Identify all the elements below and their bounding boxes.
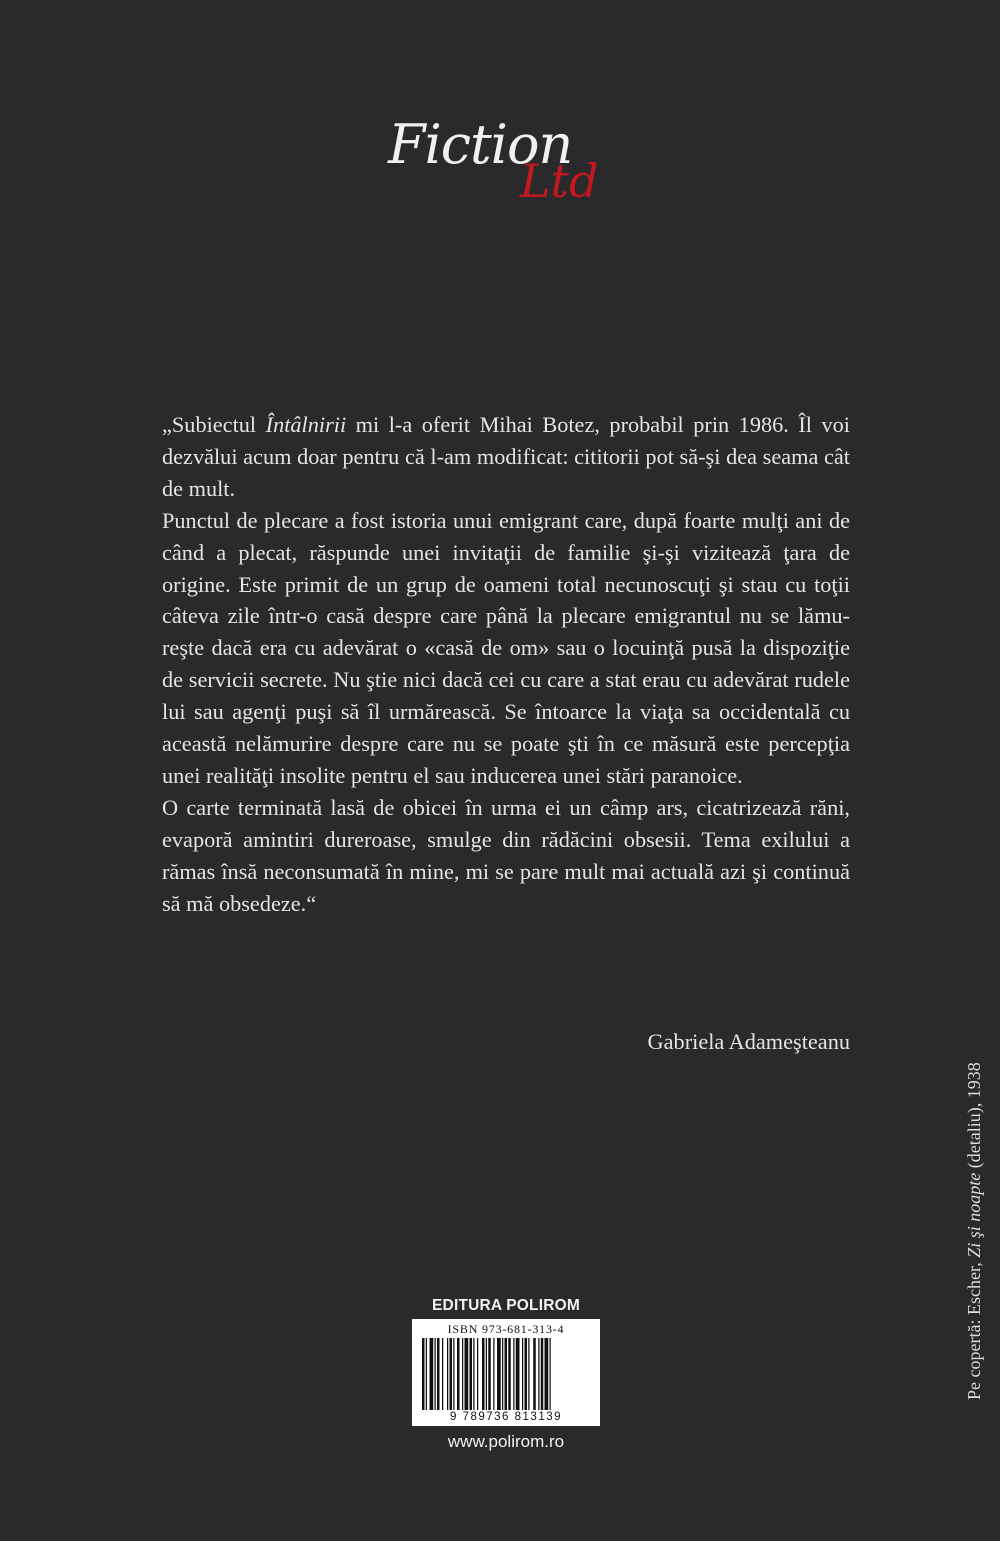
blurb-book-title: Întâlnirii <box>265 412 347 437</box>
barcode-stripe <box>502 1338 503 1410</box>
barcode-block <box>412 1297 600 1452</box>
barcode-stripe <box>525 1338 528 1410</box>
barcode-stripe <box>457 1338 460 1410</box>
barcode-stripe <box>473 1338 474 1410</box>
publisher-name: EDITURA POLIROM <box>432 1297 580 1314</box>
logo-ltd-word: Ltd <box>520 154 599 208</box>
fiction-ltd-logo <box>388 113 648 218</box>
barcode-stripe <box>488 1338 491 1410</box>
blurb-paragraph-2: Punctul de plecare a fost istoria unui emigrant care, după foarte mulţi ani de când a plecat, răspunde unei invitaţii de familie şi-şi vizitează ţara de origine. Este primit de un grup de oameni total necunoscuţi şi stau cu toţii câteva zile într-o casă despre care până la plecare emigrantul nu se lămu-reşte dacă era cu adevărat o «casă de om» sau o locuinţă pusă la dispoziţie de servicii secrete. Nu ştie nici dacă cei cu care a stat erau cu adevărat rudele lui sau agenţi puşi să îl urmărească. Se întoarce la viaţa sa occidentală cu această nelămurire despre care nu se poate şti în ce măsură este percepţia unei realităţi insolite pentru el sau inducerea unei stări paranoice. <box>162 507 850 788</box>
barcode-bars <box>418 1338 594 1410</box>
barcode-stripe <box>426 1338 427 1410</box>
isbn-label: ISBN 973-681-313-4 <box>447 1322 565 1336</box>
blurb-paragraph-1 <box>162 409 850 505</box>
barcode-stripe <box>477 1338 478 1410</box>
barcode-stripe <box>516 1338 520 1410</box>
barcode-stripe <box>450 1338 453 1410</box>
back-cover-blurb <box>162 409 850 920</box>
barcode-stripe <box>442 1338 443 1410</box>
blurb-paragraph-3: O carte terminată lasă de obicei în urma ei un câmp ars, cicatrizează răni, evaporă amintiri dureroase, smulge din rădăcini obsesii. Tema exilului a rămas însă neconsumată în mine, mi se pare mult mai actuală azi şi continuă să mă obsedeze.“ <box>162 794 850 916</box>
ean-number: 9 789736 813139 <box>449 1411 563 1423</box>
barcode-stripe <box>505 1338 508 1410</box>
barcode-stripe <box>422 1338 425 1410</box>
credit-suffix: (detaliu), 1938 <box>964 1062 984 1173</box>
barcode-stripe <box>513 1338 514 1410</box>
barcode-stripe <box>538 1338 539 1410</box>
barcode-stripe <box>453 1338 454 1410</box>
barcode-stripe <box>508 1338 511 1410</box>
barcode-stripe <box>522 1338 523 1410</box>
barcode-stripe <box>541 1338 544 1410</box>
barcode-stripe <box>486 1338 487 1410</box>
blurb-p1-start: „Subiectul <box>162 412 266 437</box>
barcode-stripe <box>493 1338 494 1410</box>
barcode-stripe <box>437 1338 440 1410</box>
barcode-stripe <box>528 1338 529 1410</box>
barcode-stripe <box>545 1338 549 1410</box>
barcode-stripe <box>533 1338 536 1410</box>
blurb-p1-end: mi l-a oferit Mihai Botez, probabil prin 1986. Îl voi dezvălui acum doar pentru că l-am modificat: cititorii pot să-şi dea seama cât de mult. <box>162 412 850 501</box>
barcode-panel <box>412 1319 600 1426</box>
barcode-stripe <box>465 1338 469 1410</box>
barcode-stripe <box>497 1338 501 1410</box>
logo-fiction-word: Fiction <box>388 113 573 176</box>
author-signature: Gabriela Adameşteanu <box>647 1029 850 1054</box>
publisher-website: www.polirom.ro <box>447 1432 565 1451</box>
credit-artwork-title: Zi şi noapte <box>964 1172 984 1258</box>
barcode-stripe <box>435 1338 436 1410</box>
barcode-stripe <box>430 1338 434 1410</box>
barcode-stripe <box>470 1338 473 1410</box>
barcode-stripe <box>462 1338 463 1410</box>
barcode-stripe <box>447 1338 448 1410</box>
barcode-stripe <box>482 1338 485 1410</box>
credit-prefix: Pe copertă: Escher, <box>964 1257 984 1400</box>
barcode-stripe <box>550 1338 551 1410</box>
cover-credit <box>964 1062 984 1400</box>
